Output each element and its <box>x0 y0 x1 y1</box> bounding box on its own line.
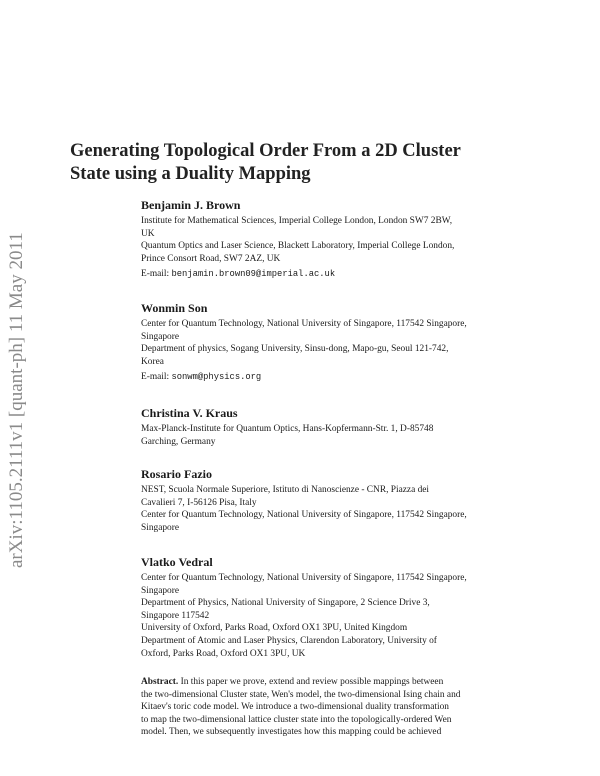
author-block-fazio <box>141 466 541 534</box>
affiliation-line: NEST, Scuola Normale Superiore, Istituto di Nanoscienze - CNR, Piazza dei <box>141 485 430 495</box>
author-name: Vlatko Vedral <box>141 555 213 569</box>
affiliation-line: Prince Consort Road, SW7 2AZ, UK <box>141 253 281 264</box>
paper-title <box>70 140 540 186</box>
affiliation-line: Singapore <box>141 585 180 596</box>
abstract-line: Kitaev's toric code model. We introduce a two-dimensional duality transformation <box>141 702 449 713</box>
affiliation-line: Oxford, Parks Road, Oxford OX1 3PU, UK <box>141 648 306 659</box>
email-address-link[interactable]: sonwm@physics.org <box>171 372 262 383</box>
author-block-brown <box>141 197 541 281</box>
email-label: E-mail: <box>141 372 170 383</box>
abstract <box>141 676 541 739</box>
affiliation-line: Center for Quantum Technology, National University of Singapore, 117542 Singapore, <box>141 573 467 583</box>
affiliation-line: UK <box>141 228 155 239</box>
abstract-line: to map the two-dimensional lattice cluster state into the topologically-ordered Wen <box>141 714 452 725</box>
author-name: Christina V. Kraus <box>141 406 238 420</box>
email-line <box>141 371 541 384</box>
affiliation-line: Garching, Germany <box>141 436 216 447</box>
author-name: Benjamin J. Brown <box>141 198 241 212</box>
title-line-2: State using a Duality Mapping <box>70 164 311 184</box>
affiliation-line: Singapore 117542 <box>141 610 210 621</box>
affiliation-line: Center for Quantum Technology, National University of Singapore, 117542 Singapore, <box>141 510 467 521</box>
author-name: Wonmin Son <box>141 301 208 315</box>
affiliation-line: University of Oxford, Parks Road, Oxford OX1 3PU, United Kingdom <box>141 623 408 634</box>
arxiv-identifier-stamp: arXiv:1105.2111v1 [quant-ph] 11 May 2011 <box>6 232 27 568</box>
affiliation-line: Cavalieri 7, I-56126 Pisa, Italy <box>141 497 257 508</box>
email-label: E-mail: <box>141 269 170 280</box>
affiliation-line: Institute for Mathematical Sciences, Imperial College London, London SW7 2BW, <box>141 216 453 226</box>
affiliation-line: Department of Physics, National University of Singapore, 2 Science Drive 3, <box>141 598 430 609</box>
abstract-line: the two-dimensional Cluster state, Wen's model, the two-dimensional Ising chain and <box>141 689 461 700</box>
email-address-link[interactable]: benjamin.brown09@imperial.ac.uk <box>171 269 336 280</box>
affiliation-line: Max-Planck-Institute for Quantum Optics, Hans-Kopfermann-Str. 1, D-85748 <box>141 424 434 434</box>
affiliation-line: Quantum Optics and Laser Science, Blackett Laboratory, Imperial College London, <box>141 241 455 252</box>
affiliation-line: Korea <box>141 356 164 367</box>
title-line-1: Generating Topological Order From a 2D Cluster <box>70 141 461 161</box>
affiliation-line: Singapore <box>141 331 180 342</box>
abstract-label: Abstract. <box>141 677 179 687</box>
affiliation-line: Department of Atomic and Laser Physics, Clarendon Laboratory, University of <box>141 635 437 646</box>
affiliation-line: Center for Quantum Technology, National University of Singapore, 117542 Singapore, <box>141 319 467 329</box>
abstract-text: In this paper we prove, extend and review possible mappings between <box>180 677 444 687</box>
abstract-line <box>141 676 541 689</box>
affiliation-line: Department of physics, Sogang University, Sinsu-dong, Mapo-gu, Seoul 121-742, <box>141 344 449 355</box>
author-block-son <box>141 300 541 384</box>
author-block-vedral <box>141 554 541 660</box>
abstract-line: model. Then, we subsequently investigates how this mapping could be achieved <box>141 727 442 738</box>
author-name: Rosario Fazio <box>141 467 212 481</box>
author-block-kraus <box>141 405 541 448</box>
affiliation-line: Singapore <box>141 522 180 533</box>
email-line <box>141 268 541 281</box>
